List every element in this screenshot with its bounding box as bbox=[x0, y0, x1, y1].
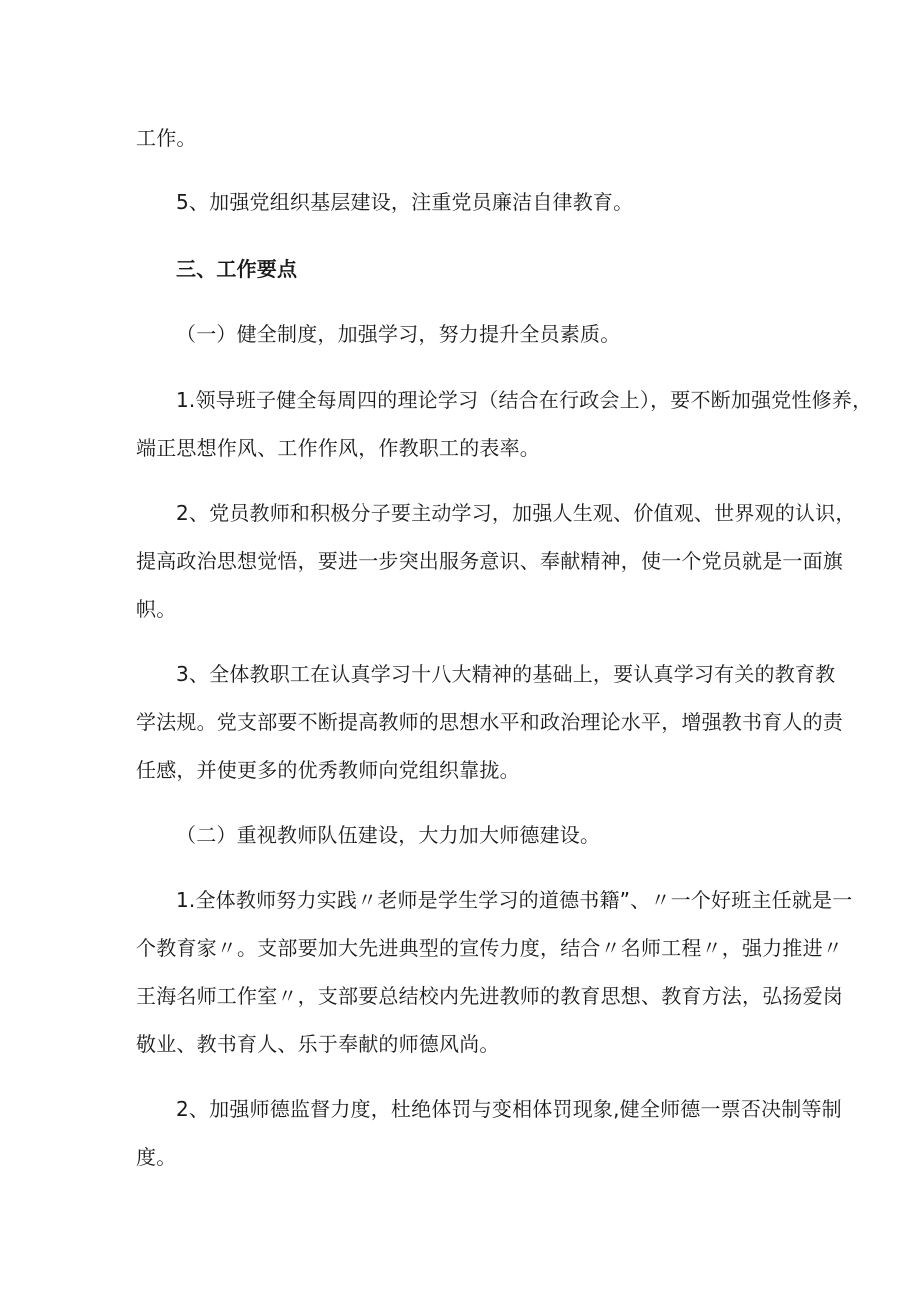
text-line: 帜。 bbox=[136, 597, 177, 621]
section-heading: 三、工作要点 bbox=[176, 257, 298, 281]
text-line: 王海名师工作室〃，支部要总结校内先进教师的教育思想、教育方法，弘扬爱岗 bbox=[136, 984, 843, 1008]
text-line: 度。 bbox=[136, 1145, 177, 1169]
text-line: 任感，并使更多的优秀教师向党组织靠拢。 bbox=[136, 758, 520, 782]
text-line: 端正思想作风、工作作风，作教职工的表率。 bbox=[136, 436, 540, 460]
text-line: 1.全体教师努力实践〃老师是学生学习的道德书籍”、〃一个好班主任就是一 bbox=[176, 888, 853, 912]
text-line: 2、党员教师和积极分子要主动学习，加强人生观、价值观、世界观的认识， bbox=[176, 501, 856, 525]
text-line: 1.领导班子健全每周四的理论学习（结合在行政会上），要不断加强党性修养， bbox=[176, 388, 873, 412]
subsection-heading: （二）重视教师队伍建设，大力加大师德建设。 bbox=[176, 823, 601, 847]
subsection-heading: （一）健全制度，加强学习，努力提升全员素质。 bbox=[176, 322, 621, 346]
text-line: 个教育家〃。支部要加大先进典型的宣传力度，结合〃名师工程〃，强力推进〃 bbox=[136, 936, 843, 960]
text-line: 学法规。党支部要不断提高教师的思想水平和政治理论水平，增强教书育人的责 bbox=[136, 710, 843, 734]
text-line: 提高政治思想觉悟，要进一步突出服务意识、奉献精神，使一个党员就是一面旗 bbox=[136, 549, 843, 573]
text-line: 敬业、教书育人、乐于奉献的师德风尚。 bbox=[136, 1032, 500, 1056]
text-line: 2、加强师德监督力度，杜绝体罚与变相体罚现象,健全师德一票否决制等制 bbox=[176, 1097, 842, 1121]
text-line: 3、全体教职工在认真学习十八大精神的基础上，要认真学习有关的教育教 bbox=[176, 662, 836, 686]
text-line: 5、加强党组织基层建设，注重党员廉洁自律教育。 bbox=[176, 190, 634, 214]
text-line: 工作。 bbox=[136, 126, 197, 150]
